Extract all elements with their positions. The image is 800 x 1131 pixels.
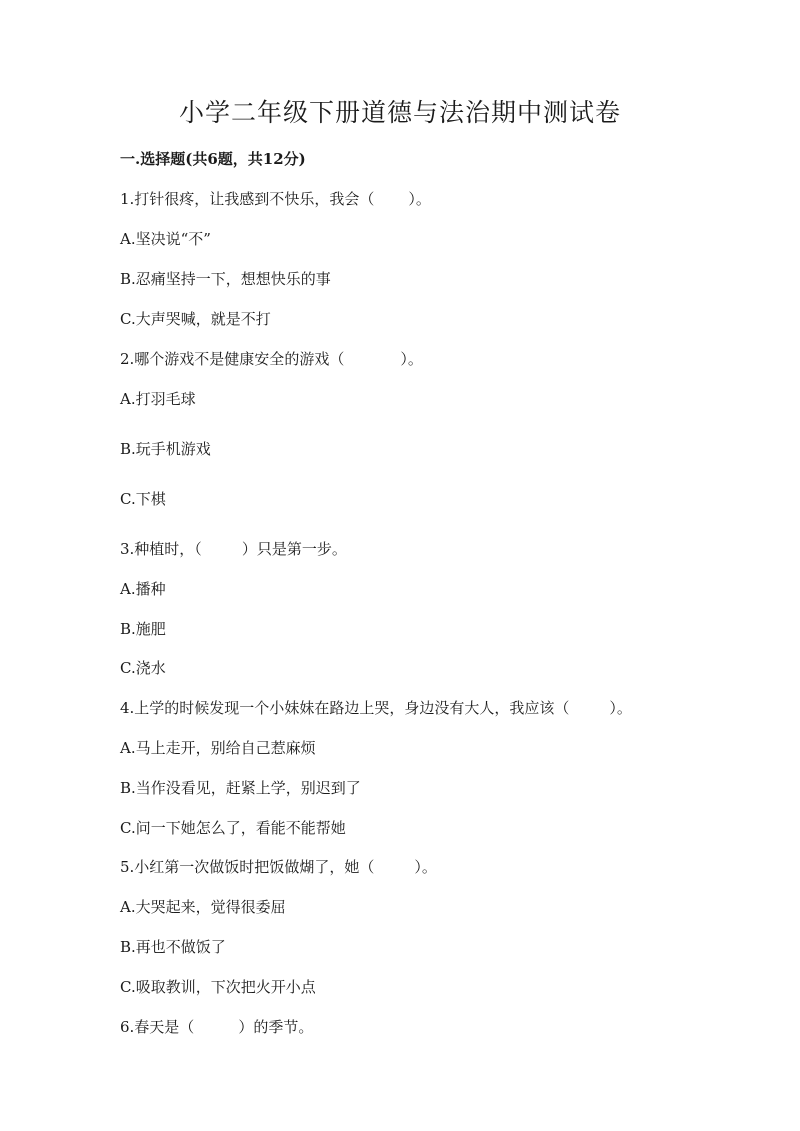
question-3-option-a: A.播种	[120, 580, 166, 598]
question-stem-suffix: ）。	[609, 699, 632, 717]
question-3-stem	[120, 538, 347, 559]
question-5-stem	[120, 856, 437, 877]
question-5-option-b: B.再也不做饭了	[120, 938, 226, 956]
question-stem-suffix: ）。	[414, 858, 437, 876]
question-4-option-a: A.马上走开，别给自己惹麻烦	[120, 739, 316, 757]
question-stem-text: 2.哪个游戏不是健康安全的游戏（	[120, 350, 345, 368]
question-4-stem	[120, 697, 632, 718]
question-stem-text: 6.春天是（	[120, 1018, 195, 1036]
question-3-option-c: C.浇水	[120, 659, 166, 677]
question-stem-suffix: ）。	[408, 190, 431, 208]
section-heading: 一.选择题(共6题，共12分)	[120, 150, 306, 168]
question-3-option-b: B.施肥	[120, 620, 166, 638]
question-1-option-a: A.坚决说“不”	[120, 230, 211, 248]
question-4-option-c: C.问一下她怎么了，看能不能帮她	[120, 819, 346, 837]
question-1-stem	[120, 188, 431, 209]
question-stem-suffix: ）只是第一步。	[241, 540, 347, 558]
question-5-option-c: C.吸取教训，下次把火开小点	[120, 978, 316, 996]
question-2-stem	[120, 348, 423, 369]
question-2-option-b: B.玩手机游戏	[120, 440, 211, 458]
question-stem-text: 4.上学的时候发现一个小妹妹在路边上哭，身边没有大人，我应该（	[120, 699, 570, 717]
page-title: 小学二年级下册道德与法治期中测试卷	[178, 98, 621, 127]
question-1-option-b: B.忍痛坚持一下，想想快乐的事	[120, 270, 331, 288]
question-2-option-c: C.下棋	[120, 490, 166, 508]
question-stem-text: 1.打针很疼，让我感到不快乐，我会（	[120, 190, 375, 208]
question-4-option-b: B.当作没看见，赶紧上学，别迟到了	[120, 779, 361, 797]
question-1-option-c: C.大声哭喊，就是不打	[120, 310, 271, 328]
question-6-stem	[120, 1016, 313, 1037]
question-2-option-a: A.打羽毛球	[120, 390, 196, 408]
question-stem-text: 3.种植时，（	[120, 540, 202, 558]
question-5-option-a: A.大哭起来，觉得很委屈	[120, 898, 286, 916]
question-stem-suffix: ）的季节。	[238, 1018, 314, 1036]
question-stem-text: 5.小红第一次做饭时把饭做煳了，她（	[120, 858, 375, 876]
question-stem-suffix: ）。	[400, 350, 423, 368]
